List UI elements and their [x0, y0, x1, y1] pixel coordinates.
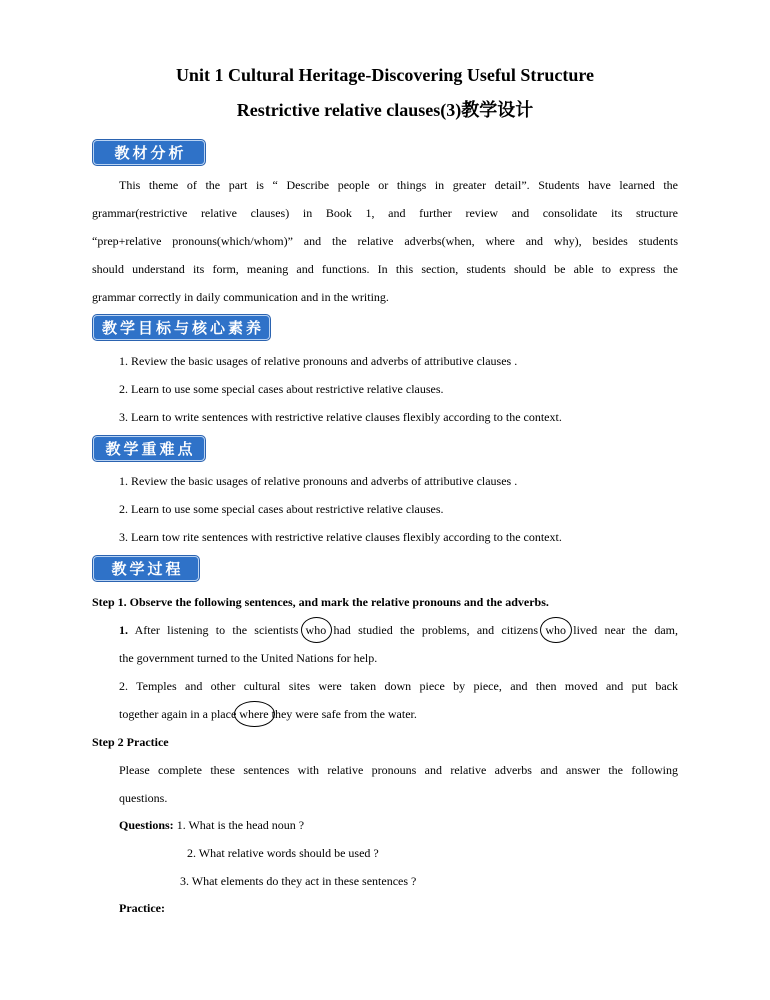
key-point-item: 2. Learn to use some special cases about restrictive relative clauses. — [119, 502, 444, 516]
paragraph-line: grammar correctly in daily communication and in the writing. — [92, 290, 389, 304]
circled-word-where: where — [239, 707, 269, 721]
textbook-analysis-paragraph — [92, 171, 678, 311]
objectives-list — [119, 347, 678, 431]
objective-item: 1. Review the basic usages of relative pronouns and adverbs of attributive clauses . — [119, 354, 518, 368]
sentence2-line1: 2. Temples and other cultural sites were taken down piece by piece, and then moved and put back — [119, 679, 678, 693]
section-badge-objectives: 教学目标与核心素养 — [93, 315, 270, 340]
document-subtitle: Restrictive relative clauses(3)教学设计 — [236, 100, 534, 120]
paragraph-line: This theme of the part is “ Describe people or things in greater detail”. Students have learned the — [119, 178, 678, 192]
step2-instructions — [119, 756, 678, 812]
instruction-line: questions. — [119, 791, 168, 805]
question-item: 2. What relative words should be used ? — [187, 846, 379, 860]
step2-heading: Step 2 Practice — [92, 735, 169, 749]
key-point-item: 3. Learn tow rite sentences with restrictive relative clauses flexibly according to the context. — [119, 530, 562, 544]
circled-word-who-1: who — [305, 623, 327, 637]
key-points-list — [119, 467, 678, 551]
paragraph-line: should understand its form, meaning and functions. In this section, students should be able to express the — [92, 262, 678, 276]
question-item: 3. What elements do they act in these sentences ? — [180, 874, 417, 888]
objective-item: 3. Learn to write sentences with restrictive relative clauses flexibly according to the context. — [119, 410, 562, 424]
circled-word-who-2: who — [545, 623, 566, 637]
document-title: Unit 1 Cultural Heritage-Discovering Useful Structure — [175, 65, 595, 85]
sentence-text: they were safe from the water. — [268, 707, 417, 721]
section-badge-key-points: 教学重难点 — [93, 436, 205, 461]
step1-heading: Step 1. Observe the following sentences, and mark the relative pronouns and the adverbs. — [92, 595, 549, 609]
step1-sentences — [119, 616, 678, 728]
practice-row — [119, 894, 165, 922]
sentence2-line2 — [119, 700, 678, 728]
instruction-line: Please complete these sentences with relative pronouns and relative adverbs and answer the following — [119, 763, 678, 777]
question-item: 1. What is the head noun ? — [176, 818, 305, 832]
sentence-text: together again in a place — [119, 707, 240, 721]
key-point-item: 1. Review the basic usages of relative pronouns and adverbs of attributive clauses . — [119, 474, 518, 488]
sentence1-line2: the government turned to the United Nations for help. — [119, 651, 378, 665]
sentence-text: had studied the problems, and citizens — [326, 623, 546, 637]
questions-label: Questions: — [119, 818, 174, 832]
paragraph-line: grammar(restrictive relative clauses) in Book 1, and further review and consolidate its structure — [92, 206, 678, 220]
objective-item: 2. Learn to use some special cases about restrictive relative clauses. — [119, 382, 444, 396]
paragraph-line: “prep+relative pronouns(which/whom)” and the relative adverbs(when, where and why), besides students — [92, 234, 678, 248]
sentence-text: lived near the dam, — [566, 623, 678, 637]
questions-row-1 — [119, 811, 304, 839]
sentence1-line1 — [119, 616, 678, 644]
practice-label: Practice: — [119, 901, 165, 915]
section-badge-teaching-process: 教学过程 — [93, 556, 199, 581]
sentence-text: After listening to the scientists — [128, 623, 306, 637]
section-badge-textbook-analysis: 教材分析 — [93, 140, 205, 165]
sentence1-number: 1. — [119, 623, 128, 637]
